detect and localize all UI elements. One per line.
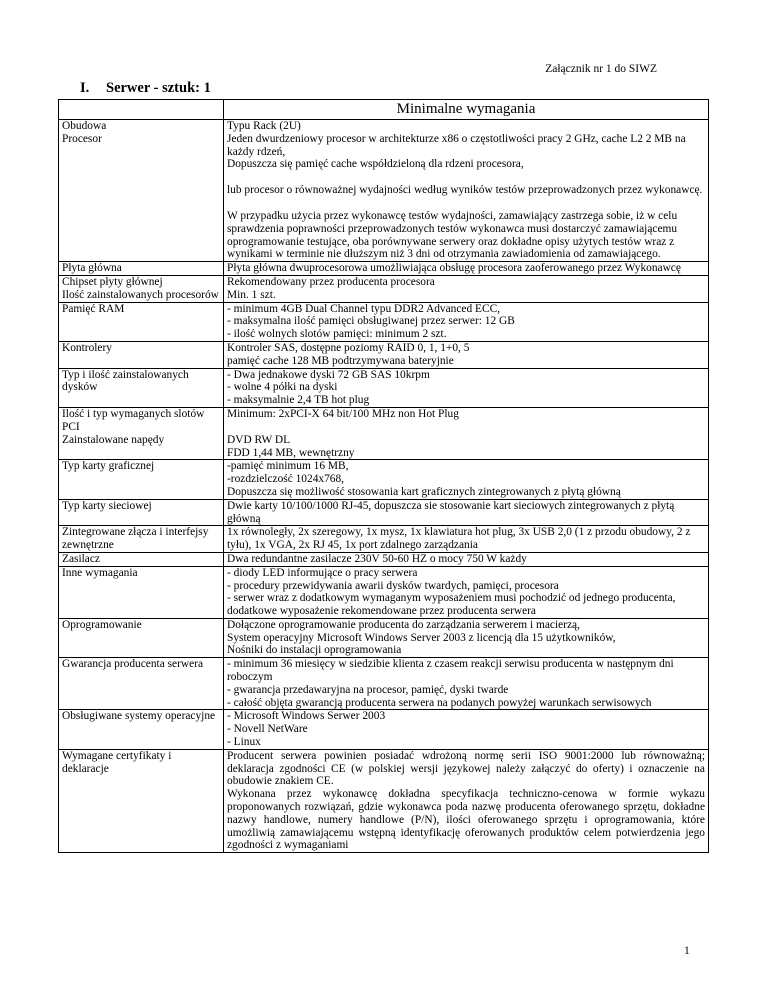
requirement-text: - minimum 36 miesięcy w siedzibie klienta z czasem reakcji serwisu producenta w następnym dni roboczym — [227, 658, 674, 684]
table-row — [59, 499, 709, 526]
parameter-cell — [59, 658, 224, 710]
table-row — [59, 302, 709, 341]
table-row — [59, 368, 709, 407]
parameter-label: Oprogramowanie — [62, 618, 142, 631]
requirement-text: Dwa redundantne zasilacze 230V 50-60 HZ o mocy 750 W każdy — [227, 552, 527, 565]
requirement-text: - Microsoft Windows Serwer 2003 — [227, 710, 386, 723]
parameter-label: Obudowa — [62, 120, 107, 132]
parameter-cell — [59, 566, 224, 618]
requirement-text: - całość objęta gwarancją producenta serwera na podanych powyżej warunkach serwisowych — [227, 696, 652, 709]
requirement-cell — [224, 499, 709, 526]
requirement-text: - Dwa jednakowe dyski 72 GB SAS 10krpm — [227, 368, 430, 381]
requirement-text: -rozdzielczość 1024x768, — [227, 473, 345, 486]
table-row — [59, 749, 709, 852]
table-row — [59, 526, 709, 553]
table-row — [59, 460, 709, 499]
parameter-label: Typ karty sieciowej — [62, 499, 152, 512]
parameter-cell — [59, 275, 224, 302]
requirement-text: - maksymalnie 2,4 TB hot plug — [227, 394, 370, 407]
table-row — [59, 262, 709, 276]
paragraph-gap — [227, 421, 705, 434]
section-title-text: Serwer - sztuk: 1 — [106, 80, 211, 96]
parameter-cell — [59, 710, 224, 749]
requirement-text: - procedury przewidywania awarii dysków twardych, pamięci, procesora — [227, 579, 559, 592]
requirement-text: - serwer wraz z dodatkowym wymaganym wyposażeniem musi pochodzić od jednego producenta, dodatkowe wyposażenie rekomendowane przez producenta serwera — [227, 592, 676, 618]
requirement-text: - gwarancja przedawaryjna na procesor, pamięć, dyski twarde — [227, 683, 509, 696]
annex-label: Załącznik nr 1 do SIWZ — [545, 63, 657, 75]
requirement-cell — [224, 552, 709, 566]
requirement-cell — [224, 566, 709, 618]
requirement-text: - ilość wolnych slotów pamięci: minimum 2 szt. — [227, 328, 447, 341]
requirement-cell — [224, 749, 709, 852]
page-number: 1 — [684, 945, 690, 957]
requirement-text: Rekomendowany przez producenta procesora — [227, 275, 435, 288]
requirement-text: - diody LED informujące o pracy serwera — [227, 566, 418, 579]
parameter-cell — [59, 552, 224, 566]
requirements-table — [58, 99, 709, 853]
requirement-text: Kontroler SAS, dostępne poziomy RAID 0, 1, 1+0, 5 — [227, 341, 470, 354]
requirement-text: - maksymalna ilość pamięci obsługiwanej przez serwer: 12 GB — [227, 315, 515, 328]
requirement-text: FDD 1,44 MB, wewnętrzny — [227, 446, 355, 459]
header-blank-cell — [59, 100, 224, 120]
section-number: I. — [80, 80, 90, 96]
parameter-cell — [59, 120, 224, 262]
requirement-text: Płyta główna dwuprocesorowa umożliwiająca obsługę procesora zaoferowanego przez Wykonawcę — [227, 262, 681, 275]
requirement-cell — [224, 341, 709, 368]
parameter-label: Typ karty graficznej — [62, 460, 155, 473]
table-row — [59, 341, 709, 368]
requirement-text: System operacyjny Microsoft Windows Server 2003 z licencją dla 15 użytkowników, — [227, 631, 616, 644]
requirement-text: Dołączone oprogramowanie producenta do zarządzania serwerem i macierzą, — [227, 618, 580, 631]
parameter-label: Chipset płyty głównej — [62, 275, 163, 288]
section-title — [80, 80, 211, 97]
parameter-label: Procesor — [62, 132, 102, 145]
requirement-cell — [224, 275, 709, 302]
requirement-text: lub procesor o równoważnej wydajności według wyników testów przeprowadzonych przez wykonawcę. — [227, 184, 703, 197]
requirement-text: -pamięć minimum 16 MB, — [227, 460, 349, 473]
parameter-label: Pamięć RAM — [62, 302, 125, 315]
table-row — [59, 658, 709, 710]
parameter-cell — [59, 499, 224, 526]
parameter-cell — [59, 460, 224, 499]
requirement-cell — [224, 618, 709, 657]
parameter-label: Ilość i typ wymaganych slotów PCI — [62, 407, 205, 433]
parameter-cell — [59, 526, 224, 553]
requirement-text: Producent serwera powinien posiadać wdrożoną normę serii ISO 9001:2000 lub równoważną; deklaracja zgodności CE (w polskiej wersji językowej należy załączyć do oferty) i oznaczenie na obudowie znakiem CE. — [227, 749, 705, 788]
requirement-cell — [224, 460, 709, 499]
requirement-text: 1x równoległy, 2x szeregowy, 1x mysz, 1x klawiatura hot plug, 3x USB 2,0 (1 z przodu obudowy, 2 z tyłu), 1x VGA, 2x RJ 45, 1x port zdalnego zarządzania — [227, 526, 691, 552]
parameter-label: Zainstalowane napędy — [62, 433, 165, 446]
table-header-row — [59, 100, 709, 120]
table-row — [59, 566, 709, 618]
requirement-text: Minimum: 2xPCI-X 64 bit/100 MHz non Hot Plug — [227, 407, 459, 420]
requirement-cell — [224, 407, 709, 459]
requirement-cell — [224, 526, 709, 553]
requirement-text: Wykonana przez wykonawcę dokładna specyfikacja techniczno-cenowa w formie wykazu proponowanych rozwiązań, gdzie wykonawca poda nazwę producenta oferowanego sprzętu, dokładne nazwy handlowe, numery handlowe (P/N), ilości oferowanego sprzętu i oprogramowania, które umożliwią zamawiającemu wstępną identyfikację oferowanych produktów celem potwierdzenia jego zgodności z wymaganiami — [227, 788, 705, 852]
parameter-cell — [59, 341, 224, 368]
requirement-cell — [224, 710, 709, 749]
requirement-text: - Linux — [227, 736, 261, 749]
parameter-label: Kontrolery — [62, 341, 112, 354]
column-header: Minimalne wymagania — [224, 100, 709, 120]
requirement-text: - Novell NetWare — [227, 723, 308, 736]
requirement-text: Dopuszcza się możliwość stosowania kart graficznych zintegrowanych z płytą główną — [227, 485, 621, 498]
parameter-label: Zintegrowane złącza i interfejsy zewnętrzne — [62, 526, 209, 552]
requirement-text: Dwie karty 10/100/1000 RJ-45, dopuszcza sie stosowanie kart sieciowych zintegrowanych z płytą główną — [227, 499, 675, 525]
requirement-text: Dopuszcza się pamięć cache współdzieloną dla rdzeni procesora, — [227, 158, 524, 171]
requirement-cell — [224, 658, 709, 710]
table-row — [59, 618, 709, 657]
parameter-cell — [59, 262, 224, 276]
requirement-text: W przypadku użycia przez wykonawcę testów wydajności, zamawiający zastrzega sobie, iż w celu sprawdzenia poprawności przeprowadzonych testów wykonawca musi dostarczyć zamawiającemu oprogramowanie testujące, oba porównywane serwery oraz dokładne opisy użytych testów wraz z wynikami w terminie nie dłuższym niż 3 dni od otrzymania zawiadomienia od zamawiającego. — [227, 209, 678, 261]
requirement-text: DVD RW DL — [227, 433, 291, 446]
table-row — [59, 710, 709, 749]
table-row — [59, 552, 709, 566]
table-row — [59, 275, 709, 302]
parameter-label: Zasilacz — [62, 552, 100, 565]
parameter-label: Wymagane certyfikaty i deklaracje — [62, 749, 172, 775]
requirement-cell — [224, 262, 709, 276]
parameter-label: Ilość zainstalowanych procesorów — [62, 288, 219, 301]
parameter-cell — [59, 407, 224, 459]
table-row — [59, 407, 709, 459]
requirement-text: Nośniki do instalacji oprogramowania — [227, 644, 402, 657]
parameter-cell — [59, 302, 224, 341]
requirement-cell — [224, 120, 709, 262]
requirement-text: pamięć cache 128 MB podtrzymywana bateryjnie — [227, 354, 454, 367]
parameter-label: Płyta główna — [62, 262, 122, 275]
parameter-label: Inne wymagania — [62, 566, 138, 579]
parameter-cell — [59, 368, 224, 407]
requirement-text: Min. 1 szt. — [227, 288, 276, 301]
requirement-text: Jeden dwurdzeniowy procesor w architekturze x86 o częstotliwości pracy 2 GHz, cache L2 2 MB na każdy rdzeń, — [227, 132, 686, 158]
parameter-label: Gwarancja producenta serwera — [62, 658, 204, 671]
requirement-cell — [224, 302, 709, 341]
requirement-cell — [224, 368, 709, 407]
parameter-cell — [59, 749, 224, 852]
paragraph-gap — [227, 197, 705, 210]
table-row — [59, 120, 709, 262]
requirement-text: - wolne 4 półki na dyski — [227, 381, 338, 394]
paragraph-gap — [227, 171, 705, 184]
requirement-text: - minimum 4GB Dual Channel typu DDR2 Advanced ECC, — [227, 302, 501, 315]
parameter-label: Typ i ilość zainstalowanych dysków — [62, 368, 189, 394]
requirement-text: Typu Rack (2U) — [227, 120, 301, 132]
parameter-cell — [59, 618, 224, 657]
parameter-label: Obsługiwane systemy operacyjne — [62, 710, 216, 723]
